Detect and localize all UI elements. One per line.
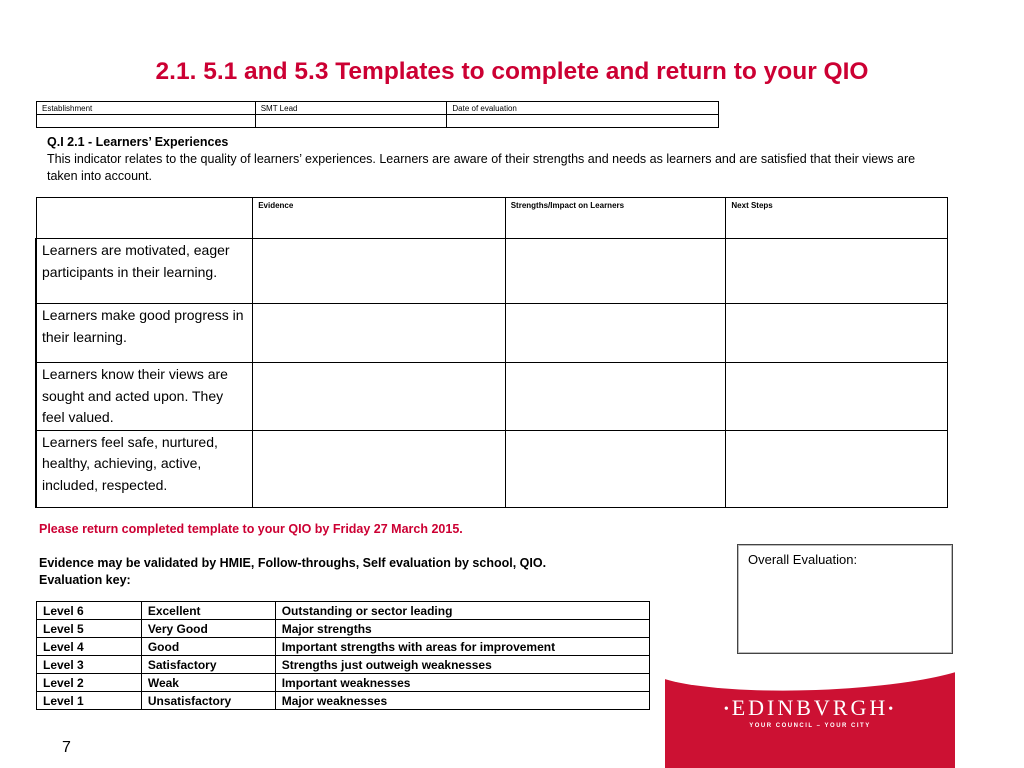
date-of-evaluation-field[interactable]	[447, 115, 719, 128]
strengths-cell[interactable]	[505, 304, 726, 363]
logo-tagline: YOUR COUNCIL – YOUR CITY	[749, 722, 871, 729]
key-level: Level 2	[37, 674, 142, 692]
date-of-evaluation-header: Date of evaluation	[447, 102, 719, 115]
evaluation-table	[35, 197, 948, 508]
key-grade: Unsatisfactory	[141, 692, 275, 710]
brand-band	[665, 670, 955, 768]
table-row	[37, 115, 719, 128]
evaluation-key-table	[36, 601, 650, 710]
next-steps-cell[interactable]	[726, 363, 948, 431]
next-steps-cell[interactable]	[726, 239, 948, 304]
smt-lead-field[interactable]	[255, 115, 447, 128]
qi-description: This indicator relates to the quality of learners’ experiences. Learners are aware of their strengths and needs as learners and are satisfied that their views are taken into account.	[47, 152, 916, 183]
table-header-row	[36, 198, 948, 239]
evidence-cell[interactable]	[253, 430, 506, 507]
qi-heading: Q.I 2.1 - Learners’ Experiences	[47, 135, 229, 149]
row-label: Learners know their views are sought and acted upon. They feel valued.	[36, 363, 253, 431]
table-row	[36, 239, 948, 304]
establishment-table	[36, 101, 719, 128]
column-header-blank	[36, 198, 253, 239]
key-level: Level 4	[37, 638, 142, 656]
table-row	[37, 638, 650, 656]
strengths-cell[interactable]	[505, 430, 726, 507]
evidence-cell[interactable]	[253, 363, 506, 431]
logo-dot-icon: •	[888, 701, 897, 717]
key-grade: Good	[141, 638, 275, 656]
key-level: Level 5	[37, 620, 142, 638]
evidence-cell[interactable]	[253, 239, 506, 304]
key-grade: Weak	[141, 674, 275, 692]
key-grade: Satisfactory	[141, 656, 275, 674]
key-meaning: Major strengths	[275, 620, 649, 638]
table-row	[36, 363, 948, 431]
column-header-next-steps: Next Steps	[726, 198, 948, 239]
key-meaning: Major weaknesses	[275, 692, 649, 710]
edinburgh-logo	[665, 696, 955, 729]
table-row	[37, 620, 650, 638]
table-row	[37, 656, 650, 674]
validation-note: Evidence may be validated by HMIE, Follow-throughs, Self evaluation by school, QIO.	[39, 556, 547, 570]
key-meaning: Strengths just outweigh weaknesses	[275, 656, 649, 674]
table-row	[36, 304, 948, 363]
next-steps-cell[interactable]	[726, 304, 948, 363]
overall-evaluation-label: Overall Evaluation:	[748, 552, 858, 567]
table-row	[37, 102, 719, 115]
validation-note-block	[39, 555, 546, 589]
key-meaning: Outstanding or sector leading	[275, 602, 649, 620]
column-header-evidence: Evidence	[253, 198, 506, 239]
key-level: Level 1	[37, 692, 142, 710]
table-row	[37, 674, 650, 692]
key-grade: Excellent	[141, 602, 275, 620]
evaluation-key-label: Evaluation key:	[39, 573, 131, 587]
next-steps-cell[interactable]	[726, 430, 948, 507]
logo-dot-icon: •	[723, 701, 732, 717]
key-level: Level 6	[37, 602, 142, 620]
establishment-field[interactable]	[37, 115, 256, 128]
quality-indicator	[47, 134, 947, 185]
row-label: Learners make good progress in their learning.	[36, 304, 253, 363]
deadline-notice: Please return completed template to your QIO by Friday 27 March 2015.	[39, 522, 463, 536]
key-grade: Very Good	[141, 620, 275, 638]
table-row	[37, 602, 650, 620]
smt-lead-header: SMT Lead	[255, 102, 447, 115]
row-label: Learners are motivated, eager participants in their learning.	[36, 239, 253, 304]
key-meaning: Important weaknesses	[275, 674, 649, 692]
logo-wordmark	[665, 696, 955, 722]
strengths-cell[interactable]	[505, 363, 726, 431]
overall-evaluation-box[interactable]	[737, 544, 953, 654]
establishment-header: Establishment	[37, 102, 256, 115]
key-meaning: Important strengths with areas for improvement	[275, 638, 649, 656]
key-level: Level 3	[37, 656, 142, 674]
table-row	[36, 430, 948, 507]
strengths-cell[interactable]	[505, 239, 726, 304]
row-label: Learners feel safe, nurtured, healthy, achieving, active, included, respected.	[36, 430, 253, 507]
column-header-strengths: Strengths/Impact on Learners	[505, 198, 726, 239]
table-row	[37, 692, 650, 710]
logo-name: EDINBVRGH	[731, 695, 889, 720]
evidence-cell[interactable]	[253, 304, 506, 363]
page-title: 2.1. 5.1 and 5.3 Templates to complete and return to your QIO	[155, 58, 869, 85]
page-number: 7	[62, 739, 71, 756]
